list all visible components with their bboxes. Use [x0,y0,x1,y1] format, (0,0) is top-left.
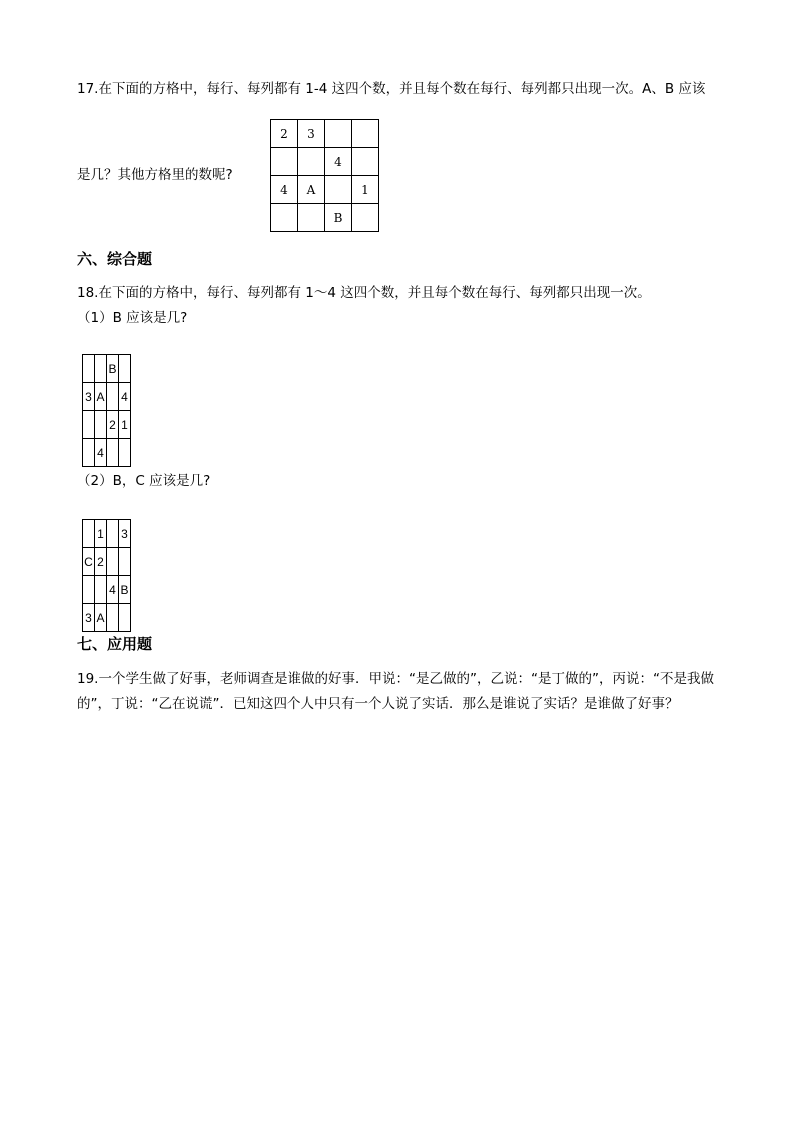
grid-cell: 4 [95,439,107,467]
grid-cell: 2 [271,120,298,148]
grid-cell [325,176,352,204]
grid-cell [107,383,119,411]
q18-grid2 [82,519,131,632]
grid-cell: 1 [352,176,379,204]
grid-cell [95,411,107,439]
grid-cell: 1 [119,411,131,439]
grid-cell [298,148,325,176]
grid-cell [107,439,119,467]
grid-cell: 2 [107,411,119,439]
grid-cell [352,204,379,232]
grid-cell [298,204,325,232]
grid-cell: 4 [119,383,131,411]
grid-cell: B [119,576,131,604]
grid-cell: A [95,604,107,632]
grid-cell: A [95,383,107,411]
grid-cell [107,604,119,632]
q17-grid [270,119,379,232]
grid-cell: A [298,176,325,204]
grid-cell [107,520,119,548]
grid-cell: 3 [119,520,131,548]
grid-cell: 1 [95,520,107,548]
section-7-title: 七、应用题 [77,635,153,653]
q18-grid1 [82,354,131,467]
grid-cell [119,439,131,467]
grid-cell [83,355,95,383]
grid-cell: B [325,204,352,232]
q18-text-line1: 18.在下面的方格中，每行、每列都有 1～4 这四个数，并且每个数在每行、每列都只出现一次。 [77,285,651,301]
grid-cell [107,548,119,576]
grid-cell [119,548,131,576]
grid-cell: 4 [107,576,119,604]
grid-cell [119,604,131,632]
grid-cell: 2 [95,548,107,576]
section-6-title: 六、综合题 [77,250,153,268]
grid-cell [271,204,298,232]
grid-cell: 4 [271,176,298,204]
grid-cell [119,355,131,383]
grid-cell [83,520,95,548]
grid-cell [95,576,107,604]
q17-text-line2: 是几？其他方格里的数呢? [77,167,233,183]
q19-text-line1: 19.一个学生做了好事，老师调查是谁做的好事．甲说：“是乙做的”，乙说：“是丁做的”，丙说：“不是我做 [77,671,714,687]
grid-cell [352,148,379,176]
grid-cell: C [83,548,95,576]
q18-part2: （2）B，C 应该是几? [77,473,211,489]
q18-part1: （1）B 应该是几? [77,310,188,326]
grid-cell: 3 [83,383,95,411]
grid-cell: 4 [325,148,352,176]
grid-cell [95,355,107,383]
grid-cell: 3 [83,604,95,632]
grid-cell [271,148,298,176]
grid-cell: B [107,355,119,383]
grid-cell [83,439,95,467]
grid-cell: 3 [298,120,325,148]
grid-cell [83,576,95,604]
grid-cell [352,120,379,148]
grid-cell [83,411,95,439]
q17-text-line1: 17.在下面的方格中，每行、每列都有 1-4 这四个数，并且每个数在每行、每列都只出现一次。A、B 应该 [77,81,706,97]
q19-text-line2: 的”，丁说：“乙在说谎”．已知这四个人中只有一个人说了实话．那么是谁说了实话？是谁做了好事？ [77,696,679,712]
grid-cell [325,120,352,148]
